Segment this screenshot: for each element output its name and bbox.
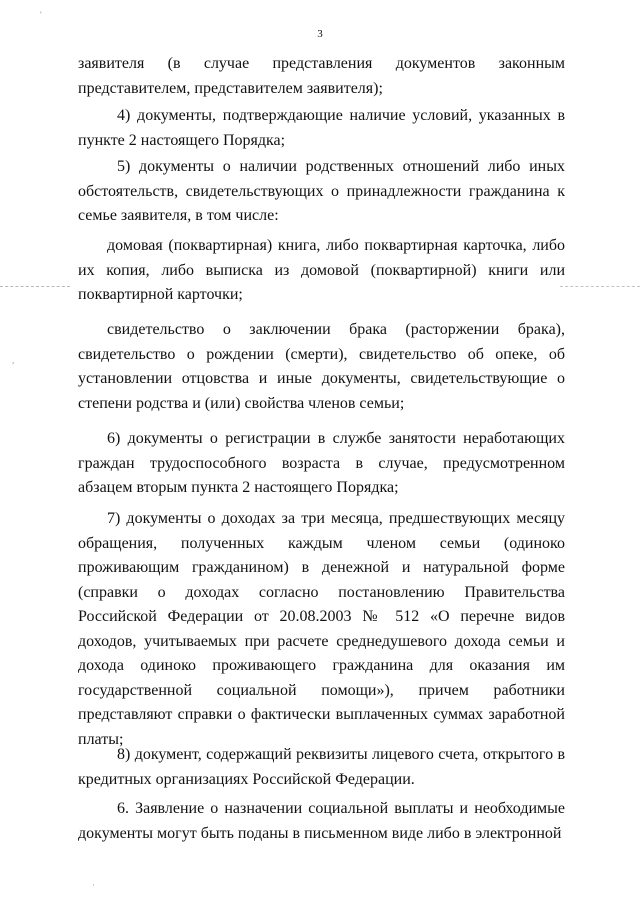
scan-artifact-left-line [0,286,70,287]
scan-artifact-right-line [560,286,640,287]
paragraph-item-8: 8) документ, содержащий реквизиты лицевого счета, открытого в кредитных организациях Российской Федерации. [78,746,565,788]
page-number: 3 [317,28,323,40]
paragraph-item-7: 7) документы о доходах за три месяца, предшествующих месяцу обращения, полученных каждым членом семьи (одиноко проживающим гражданином) в денежной и натуральной форме (справки о доходах согласно постановлению Правительства Российской Федерации от 20.08.2003 № 512 «О перечне видов доходов, учитываемых при расчете среднедушевого дохода семьи и дохода одиноко проживающего гражданина для оказания им государственной социальной помощи»), причем работники представляют справки о фактически выплаченных суммах заработной платы; [78,510,565,748]
paragraph-certificates: свидетельство о заключении брака (расторжении брака), свидетельство о рождении (смерти), свидетельство об опеке, об установлении отцовства и иные документы, свидетельствующие о степени родства и (или) свойства членов семьи; [78,321,565,412]
scan-artifact-dot: , [12,355,15,365]
paragraph-house-book: домовая (поквартирная) книга, либо поквартирная карточка, либо их копия, либо выписка из домовой (поквартирной) книги или поквартирной карточки; [78,237,565,303]
scan-artifact-dot: ' [40,10,42,20]
paragraph-item-6: 6) документы о регистрации в службе занятости неработающих граждан трудоспособного возраста в случае, предусмотренном абзацем вторым пункта 2 настоящего Порядка; [78,430,565,496]
paragraph-item-4: 4) документы, подтверждающие наличие условий, указанных в пункте 2 настоящего Порядка; [78,107,565,149]
paragraph-item-5: 5) документы о наличии родственных отношений либо иных обстоятельств, свидетельствующих о принадлежности гражданина к семье заявителя, в том числе: [78,158,565,224]
scan-artifact-dot: · [92,880,95,890]
paragraph-applicant-continuation: заявителя (в случае представления документов законным представителем, представителем заявителя); [78,55,565,97]
paragraph-section-6: 6. Заявление о назначении социальной выплаты и необходимые документы могут быть поданы в письменном виде либо в электронной [78,800,565,842]
